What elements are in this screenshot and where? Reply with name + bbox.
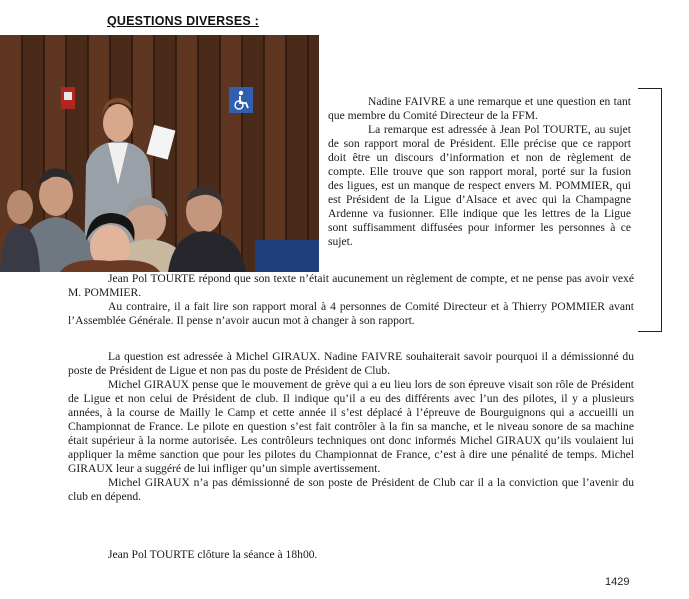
paragraph: Jean Pol TOURTE clôture la séance à 18h00. [108,548,318,561]
paragraph: Nadine FAIVRE a une remarque et une question en tant que membre du Comité Directeur de la FFM. [328,95,631,122]
side-text-block [328,95,631,249]
text-block-question [68,350,634,504]
paragraph: Michel GIRAUX n’a pas démissionné de son poste de Président de Club car il a la conviction que l’avenir du club en dépend. [68,476,634,503]
paragraph: La remarque est adressée à Jean Pol TOURTE, au sujet de son rapport moral de Président. Elle précise que ce rapport doit être un discours d’information et non de règlement de compte. Elle trouve que son rapport moral, porté sur la fusion des ligues, est un manque de respect envers M. POMMIER, qui est Président de la Ligue d’Alsace et avec qui la Champagne Ardenne va fusionner. Elle indique que les lettres de la Ligue sont suffisamment diffusées pour informer les personnes à ce sujet. [328,123,631,248]
paragraph: La question est adressée à Michel GIRAUX. Nadine FAIVRE souhaiterait savoir pourquoi il a démissionné du poste de Président de Ligue et non pas du poste de Président de Club. [68,350,634,377]
closing-text [68,548,634,562]
paragraph: Jean Pol TOURTE répond que son texte n’était aucunement un règlement de compte, et ne pense pas avoir vexé M. POMMIER. [68,272,634,299]
section-heading: QUESTIONS DIVERSES : [107,14,259,28]
paragraph: Au contraire, il a fait lire son rapport moral à 4 personnes de Comité Directeur et à Thierry POMMIER avant l’Assemblée Générale. Il pense n’avoir aucun mot à changer à son rapport. [68,300,634,327]
margin-bracket [638,88,662,332]
text-block-reply [68,272,634,328]
paragraph: Michel GIRAUX pense que le mouvement de grève qui a eu lieu lors de son épreuve visait son rôle de Président de Ligue et non celui de Président de club. Il indique qu’il a eu des différents avec l’un des pilotes, il y a plusieurs années, à la course de Mailly le Camp et cette année il s’est déplacé à l’épreuve de Bourguignons qui a accueilli un Championnat de France. Le pilote en question s’est fait contrôler à la fin sa manche, et le niveau sonore de sa machine était supérieur à la norme autorisée. Les contrôleurs techniques ont donc informés Michel GIRAUX qu’ils voulaient lui appliquer la même sanction que pour les pilotes du Championnat de France, c’est à dire une pénalité de temps. Michel GIRAUX leur a suggéré de lui infliger qu’un simple avertissement. [68,378,634,475]
meeting-photo [0,35,319,272]
page-number: 1429 [605,576,630,588]
